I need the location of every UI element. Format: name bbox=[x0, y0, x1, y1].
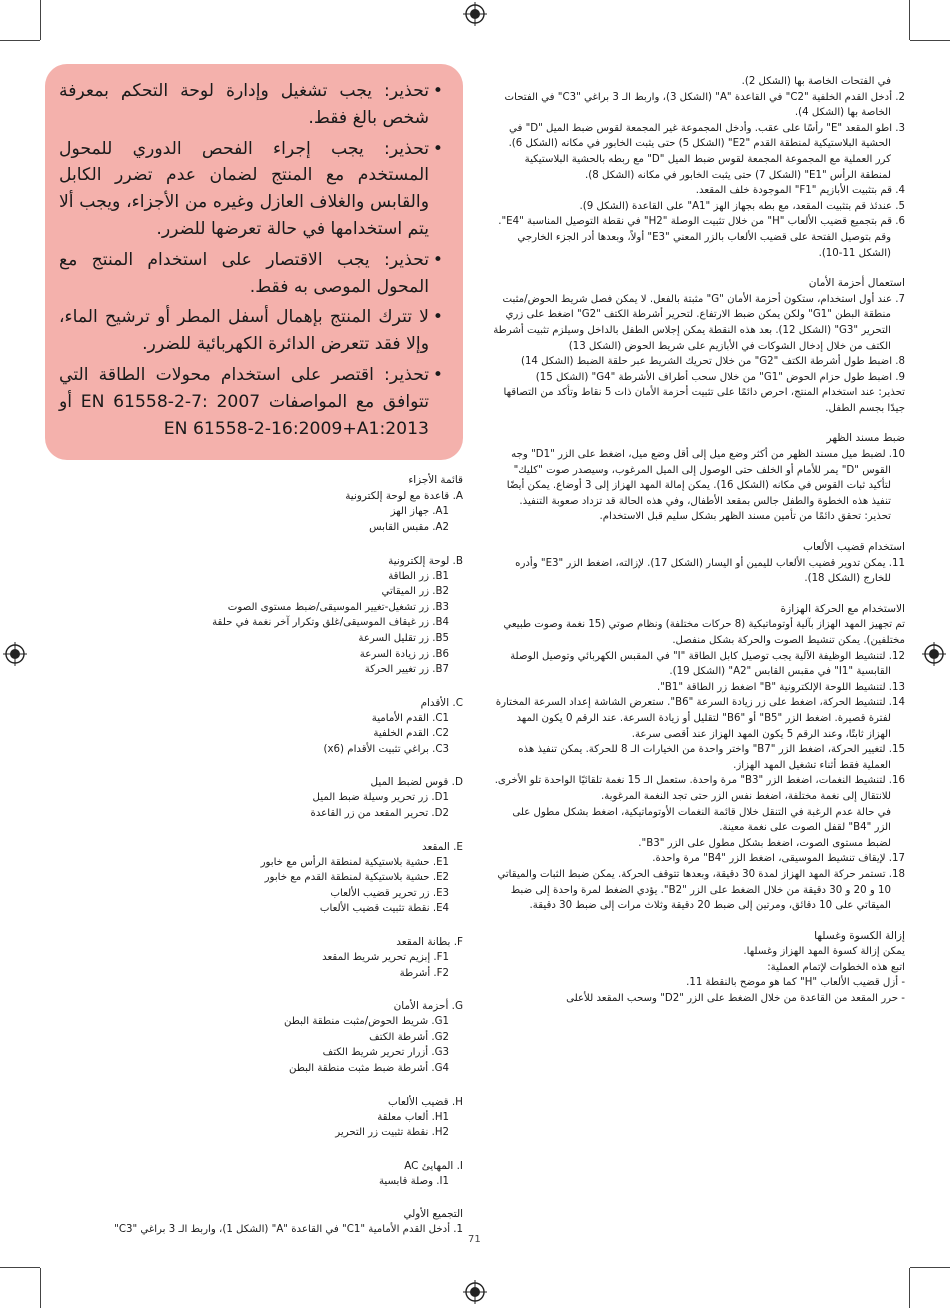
crop-mark bbox=[909, 1268, 910, 1308]
rocking-step-12: 12. لتنشيط الوظيفة الآلية يجب توصيل كابل الطاقة "I" في المقبس الكهربائي وتوصيل الوصلة القابسية "I1" في مقبس القابس "A2" (الشكل 19). bbox=[510, 650, 905, 678]
part-item: B4. زر غيقاف الموسيقى/غلق وتكرار آخر نغمة في حلقة bbox=[212, 617, 449, 629]
part-item: H1. ألعاب معلقة bbox=[377, 1111, 449, 1123]
registration-mark-icon bbox=[463, 2, 487, 26]
rocking-step-14: 14. لتنشيط الحركة، اضغط على زر زيادة السرعة "B6". ستعرض الشاشة إعداد السرعة المختارة لفترة قصيرة. اضغط الزر "B5" أو "B6" لتقليل أو زيادة السرعة. عند الرقم 0 يكون المهد الهزاز ثابتًا، وعند الرقم 5 يكون المهد الهزاز عند أقصى سرعة. bbox=[495, 697, 905, 740]
backrest-step-10: 10. لضبط ميل مسند الظهر من أكثر وضع ميل إلى أقل وضع ميل، اضغط على الزر "D1" وجه القوس "D" يمر للأمام أو الخلف حتى الوصول إلى الميل المرغوب، وسيصدر صوت "كليك" لتأكيد ثبات القوس في مكانه (الشكل 16). يمكن إمالة المهد الهزاز إلى 3 أوضاع. يمكن أيضًا تنفيذ هذه الخطوة والطفل جالس بمقعد الأطفال، وفي هذه الحالة قد تزداد صعوبة التنفيذ. bbox=[506, 449, 905, 507]
rocking-sub-item: لضبط مستوى الصوت، اضغط بشكل مطول على الزر "B3". bbox=[638, 837, 891, 849]
part-item: E1. حشية بلاستيكية لمنطقة الرأس مع خابور bbox=[260, 856, 449, 868]
assembly-heading: التجميع الأولي bbox=[403, 1208, 463, 1221]
part-item: D2. تحرير المقعد من زر القاعدة bbox=[310, 808, 449, 820]
section-heading-backrest: ضبط مسند الظهر bbox=[826, 432, 905, 445]
parts-list bbox=[43, 472, 463, 1238]
part-item: B6. زر زيادة السرعة bbox=[359, 648, 449, 660]
part-item: G1. شريط الحوض/مثبت منطقة البطن bbox=[284, 1016, 449, 1028]
assembly-step-2: 2. أدخل القدم الخلفية "C2" في القاعدة "A" (الشكل 3)، واربط الـ 3 براغي "C3" في الفتحات الخاصة بها (الشكل 4). bbox=[504, 91, 905, 119]
rocking-step-13: 13. لتنشيط اللوحة الإلكترونية "B" اضغط زر الطاقة "B1". bbox=[656, 681, 905, 693]
part-item: C1. القدم الأمامية bbox=[371, 712, 449, 724]
warning-item: • لا تترك المنتج بإهمال أسفل المطر أو ترشيح الماء، وإلا فقد تتعرض الدائرة الكهربائية للضرر. bbox=[59, 304, 429, 358]
parts-group-b bbox=[43, 553, 463, 678]
crop-mark bbox=[910, 1267, 950, 1268]
parts-group-heading: A. قاعدة مع لوحة إلكترونية bbox=[345, 490, 463, 503]
parts-group-h bbox=[43, 1094, 463, 1141]
parts-group-i bbox=[43, 1158, 463, 1190]
cover-line: اتبع هذه الخطوات لإتمام العملية: bbox=[767, 961, 905, 973]
crop-mark bbox=[40, 1268, 41, 1308]
part-item: B7. زر تغيير الحركة bbox=[364, 664, 449, 676]
warning-item: • تحذير: يجب الاقتصار على استخدام المنتج مع المحول الموصى به فقط. bbox=[59, 247, 429, 301]
part-item: G2. أشرطة الكتف bbox=[369, 1031, 449, 1043]
parts-group-heading: C. الأقدام bbox=[420, 696, 463, 709]
part-item: F2. أشرطة bbox=[399, 967, 449, 979]
assembly-continued: في الفتحات الخاصة بها (الشكل 2). bbox=[741, 76, 891, 87]
warning-box bbox=[45, 64, 463, 460]
warning-item: • تحذير: يجب تشغيل وإدارة لوحة التحكم بمعرفة شخص بالغ فقط. bbox=[59, 78, 429, 132]
part-item: F1. إبزيم تحرير شريط المقعد bbox=[322, 952, 449, 964]
part-item: C2. القدم الخلفية bbox=[373, 728, 449, 740]
left-column bbox=[43, 64, 463, 1238]
parts-group-heading: F. بطانة المقعد bbox=[396, 936, 463, 949]
assembly-step-5: 5. عندئذ قم بتثبيت المقعد، مع بطه بجهاز الهز "A1" على القاعدة (الشكل 9). bbox=[579, 200, 905, 212]
part-item: E3. زر تحرير قضيب الألعاب bbox=[330, 887, 449, 899]
crop-mark bbox=[0, 40, 40, 41]
rocking-step-17: 17. لإيقاف تنشيط الموسيقى، اضغط الزر "B4" مرة واحدة. bbox=[652, 853, 905, 865]
warning-item: • تحذير: اقتصر على استخدام محولات الطاقة التي تتوافق مع المواصفات EN 61558-2-7: 2007 أو EN 61558-2-16:2009+A1:2013 bbox=[59, 362, 429, 442]
part-item: H2. نقطة تثبيت زر التحرير bbox=[335, 1127, 449, 1139]
warning-item: • تحذير: يجب إجراء الفحص الدوري للمحول المستخدم مع المنتج لضمان عدم تضرر الكابل والقابس والغلاف العازل وغيره من الأجزاء، ويجب ألا يتم استخدامها في حالة تعرضها للضرر. bbox=[59, 136, 429, 243]
part-item: B3. زر تشغيل-تغيير الموسيقى/ضبط مستوى الصوت bbox=[227, 601, 449, 613]
part-item: B2. زر الميقاتي bbox=[381, 586, 449, 598]
part-item: D1. زر تحرير وسيلة ضبط الميل bbox=[312, 792, 449, 804]
parts-group-f bbox=[43, 934, 463, 981]
belts-step-8: 8. اضبط طول أشرطة الكتف "G2" من خلال تحريك الشريط عبر حلقة الضبط (الشكل 14) bbox=[520, 356, 905, 368]
cover-line: - حرر المقعد من القاعدة من خلال الضغط على الزر "D2" وسحب المقعد للأعلى bbox=[566, 993, 905, 1005]
belts-step-9: 9. اضبط طول حزام الحوض "G1" من خلال سحب أطراف الأشرطة "G4" (الشكل 15) bbox=[535, 371, 905, 383]
part-item: E2. حشية بلاستيكية لمنطقة القدم مع خابور bbox=[264, 872, 449, 884]
crop-mark bbox=[0, 1267, 40, 1268]
right-column bbox=[493, 74, 905, 1007]
assembly-step-4: 4. قم بتثبيت الأبازيم "F1" الموجودة خلف المقعد. bbox=[695, 185, 905, 197]
part-item: I1. وصلة قابسية bbox=[378, 1175, 449, 1187]
parts-group-heading: D. قوس لضبط الميل bbox=[370, 776, 463, 789]
parts-list-title: قائمة الأجزاء bbox=[408, 474, 463, 487]
cover-line: - أزل قضيب الألعاب "H" كما هو موضح بالنقطة 11. bbox=[686, 977, 905, 989]
assembly-step-3: 3. اطو المقعد "E" رأسًا على عقب. وأدخل المجموعة غير المجمعة لقوس ضبط الميل "D" في الحشية البلاستيكية لمنطقة القدم "E2" (الشكل 5) حتى يثبت الخابور في مكانه (الشكل 6). كرر العملية مع المجموعة المجمعة لقوس ضبط الميل "D" مع ربطه بالحشية البلاستيكية لمنطقة الرأس "E1" (الشكل 7) حتى يثبت الخابور في مكانه (الشكل 8). bbox=[508, 122, 905, 181]
crop-mark bbox=[909, 0, 910, 40]
part-item: A1. جهاز الهز bbox=[390, 506, 449, 518]
parts-group-e bbox=[43, 839, 463, 917]
belts-warning: تحذير: عند استخدام المنتج، احرص دائمًا على تثبيت أحزمة الأمان ذات 5 نقاط وتأكد من التصاقها جيدًا بجسم الطفل. bbox=[503, 387, 905, 414]
crop-mark bbox=[40, 0, 41, 40]
section-heading-cover: إزالة الكسوة وغسلها bbox=[814, 929, 905, 942]
parts-group-c bbox=[43, 695, 463, 758]
assembly-step-6: 6. قم بتجميع قضيب الألعاب "H" من خلال تثبيت الوصلة "H2" في نقطة التوصيل المناسبة "E4". وقم بتوصيل الفتحة على قضيب الألعاب بالزر المعني "E3" أولاً، وبعدها أدر الجزء الخارجي (الشكل 11-10). bbox=[498, 216, 905, 259]
part-item: B1. زر الطاقة bbox=[388, 570, 449, 582]
rocking-sub-item: في حالة عدم الرغبة في التنقل خلال قائمة النغمات الأوتوماتيكية، اضغط بشكل مطول على الزر "B4" لقفل الصوت على نغمة معينة. bbox=[512, 806, 891, 834]
section-heading-belts: استعمال أحزمة الأمان bbox=[808, 277, 905, 290]
assembly-step-1: 1. أدخل القدم الأمامية "C1" في القاعدة "A" (الشكل 1)، واربط الـ 3 براغي "C3" bbox=[114, 1224, 463, 1236]
parts-group-heading: E. المقعد bbox=[422, 840, 463, 853]
page-number: 71 bbox=[468, 1234, 481, 1245]
part-item: A2. مقبس القابس bbox=[369, 521, 449, 533]
parts-group-g bbox=[43, 998, 463, 1076]
parts-group-heading: H. قضيب الألعاب bbox=[388, 1095, 463, 1108]
rocking-sub-item: للانتقال إلى نغمة مختلفة، اضغط نفس الزر حتى تجد النغمة المرغوبة. bbox=[600, 790, 891, 802]
part-item: B5. زر تقليل السرعة bbox=[358, 632, 449, 644]
part-item: E4. نقطة تثبيت قضيب الألعاب bbox=[319, 903, 449, 915]
rocking-step-16: 16. لتنشيط النغمات، اضغط الزر "B3" مرة واحدة. ستعمل الـ 15 نغمة تلقائيًا الواحدة تلو الأخرى. bbox=[494, 775, 905, 787]
rocking-intro: تم تجهيز المهد الهزاز بآلية أوتوماتيكية (8 حركات مختلفة) ونظام صوتي (15 نغمة وصوت طبيعي مختلفين). يمكن تنشيط الصوت والحركة بشكل منفصل. bbox=[503, 619, 905, 646]
crop-mark bbox=[910, 40, 950, 41]
belts-step-7: 7. عند أول استخدام، ستكون أحزمة الأمان "G" مثبتة بالفعل. لا يمكن فصل شريط الحوض/مثبت منطقة البطن "G1" ولكن يمكن ضبط الارتفاع. لتحرير أشرطة الكتف "G2" اضغط على زري التحرير "G3" (الشكل 12). بعد هذه النقطة يمكن إجلاس الطفل بالداخل وسيلزم تثبيت أشرطة الكتف من خلال إدخال الشوكات في الأبازيم على شريط الحوض (الشكل 13) bbox=[493, 293, 905, 352]
registration-mark-icon bbox=[463, 1280, 487, 1304]
part-item: C3. براغي تثبيت الأقدام (x6) bbox=[323, 743, 449, 755]
part-item: G3. أزرار تحرير شريط الكتف bbox=[322, 1047, 449, 1059]
toybar-step-11: 11. يمكن تدوير قضيب الألعاب لليمين أو اليسار (الشكل 17). لإزالته، اضغط الزر "E3" وأدره للخارج (الشكل 18). bbox=[515, 557, 905, 585]
rocking-step-15: 15. لتغيير الحركة، اضغط الزر "B7" واختر واحدة من الخيارات الـ 8 للحركة. يمكن تنفيذ هذه العملية فقط أثناء تشغيل المهد الهزاز. bbox=[518, 744, 905, 771]
rocking-step-18: 18. تستمر حركة المهد الهزاز لمدة 30 دقيقة، وبعدها تتوقف الحركة. يمكن ضبط الثبات والميقاتي 10 و 20 و 30 دقيقة من خلال الضغط على الزر "B2". يؤدي الضغط لمرة واحدة إلى ضبط الميقاتي على 10 دقائق، ومرتين إلى ضبط 20 دقيقة وثلاث مرات إلى ضبط 30 دقيقة. bbox=[497, 868, 905, 912]
section-heading-rocking: الاستخدام مع الحركة الهزازة bbox=[780, 602, 905, 615]
parts-group-heading: I. المهايئ AC bbox=[404, 1159, 463, 1172]
section-heading-toybar: استخدام قضيب الألعاب bbox=[802, 541, 905, 554]
cover-line: يمكن إزالة كسوة المهد الهزاز وغسلها. bbox=[743, 946, 905, 958]
registration-mark-icon bbox=[922, 642, 946, 666]
registration-mark-icon bbox=[3, 642, 27, 666]
parts-group-heading: B. لوحة إلكترونية bbox=[388, 554, 463, 567]
parts-group-heading: G. أحزمة الأمان bbox=[393, 1000, 463, 1013]
backrest-warning: تحذير: تحقق دائمًا من تأمين مسند الظهر بشكل سليم قبل الاستخدام. bbox=[599, 511, 891, 523]
part-item: G4. أشرطة ضبط مثبت منطقة البطن bbox=[288, 1063, 449, 1075]
parts-group-a bbox=[43, 488, 463, 535]
parts-group-d bbox=[43, 774, 463, 821]
